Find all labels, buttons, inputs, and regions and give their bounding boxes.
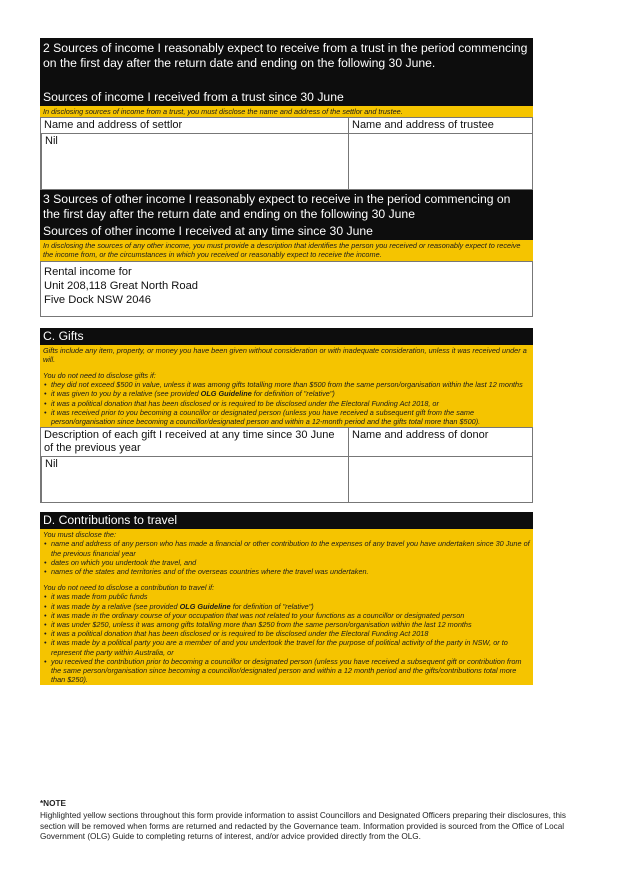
section2-heading: 2 Sources of income I reasonably expect to receive from a trust in the period commencing on the first day after the return date and ending on the following 30 June. xyxy=(40,38,533,75)
list-item: • it was a political donation that has been disclosed or is required to be disclosed under the Electoral Funding Act 2018, or xyxy=(43,399,530,408)
section2-guidance: In disclosing sources of income from a trust, you must disclose the name and address of the settlor and trustee. xyxy=(40,106,533,117)
settlor-field[interactable]: Nil xyxy=(41,134,348,190)
list-item: • it was a political donation that has been disclosed or is required to be disclosed under the Electoral Funding Act 2018 xyxy=(43,629,530,638)
gifts-heading: C. Gifts xyxy=(40,328,533,345)
donor-header: Name and address of donor xyxy=(348,427,532,457)
list-item: • it was made by a relative (see provided OLG Guideline for definition of "relative") xyxy=(43,602,530,611)
travel-guidance xyxy=(40,529,533,685)
form-page xyxy=(40,38,533,685)
section2-subheading: Sources of income I received from a trust since 30 June xyxy=(40,89,533,106)
gifts-not-needed-heading: You do not need to disclose gifts if: xyxy=(43,371,156,381)
travel-must-heading: You must disclose the: xyxy=(43,530,117,540)
note-title: *NOTE xyxy=(40,799,66,808)
trustee-header: Name and address of trustee xyxy=(348,117,532,134)
heading-spacer xyxy=(40,75,533,89)
settlor-header: Name and address of settlor xyxy=(41,117,348,134)
list-item: • you received the contribution prior to becoming a councillor or designated person (unless you have received a subsequent gift or contribution from the same person/organisation since becoming a councillor/designated person and within a 12 month period and the gifts/contributions total more than $250). xyxy=(43,657,530,685)
income-line: Unit 208,118 Great North Road xyxy=(44,279,199,292)
gifts-exemptions-list xyxy=(43,380,530,426)
income-line: Five Dock NSW 2046 xyxy=(44,293,151,306)
gift-description-field[interactable]: Nil xyxy=(41,457,348,503)
travel-must-list xyxy=(43,539,530,576)
list-item: • it was given to you by a relative (see provided OLG Guideline for definition of "relative") xyxy=(43,389,530,398)
trust-table xyxy=(40,117,533,190)
other-income-field[interactable] xyxy=(40,261,533,317)
list-item: • dates on which you undertook the travel, and xyxy=(43,558,530,567)
gift-description-header: Description of each gift I received at any time since 30 June of the previous year xyxy=(41,427,348,457)
gifts-table xyxy=(40,427,533,503)
list-item: • it was received prior to you becoming a councillor or designated person (unless you have received a subsequent gift from the same person/organisation since becoming a councillor/designated person and within a 12-month period and the gifts total more than $500). xyxy=(43,408,530,426)
travel-heading: D. Contributions to travel xyxy=(40,512,533,529)
travel-not-heading: You do not need to disclose a contribution to travel if: xyxy=(43,583,215,593)
list-item: • name and address of any person who has made a financial or other contribution to the expenses of any travel you have undertaken since 30 June of the previous financial year xyxy=(43,539,530,557)
section3-subheading: Sources of other income I received at any time since 30 June xyxy=(40,224,533,240)
footer-note xyxy=(40,799,580,843)
list-item: • it was made in the ordinary course of your occupation that was not related to your functions as a councillor or designated person xyxy=(43,611,530,620)
section3-heading: 3 Sources of other income I reasonably expect to receive in the period commencing on the first day after the return date and ending on the following 30 June xyxy=(40,190,533,224)
trustee-field[interactable] xyxy=(348,134,532,190)
note-text: Highlighted yellow sections throughout this form provide information to assist Councillors and Designated Officers preparing their disclosures, this section will be removed when forms are returned and redacted by the Governance team. Information provided is sourced from the Office of Local Government (OLG) Guide to completing returns of interest, and/or advice provided directly from the OLG. xyxy=(40,811,566,842)
list-item: • it was made from public funds xyxy=(43,592,530,601)
income-line: Rental income for xyxy=(44,265,132,278)
gifts-guidance xyxy=(40,345,533,428)
donor-field[interactable] xyxy=(348,457,532,503)
list-item: • it was made by a political party you are a member of and you undertook the travel for the purpose of political activity of the party in NSW, or to represent the party within Australia, or xyxy=(43,638,530,656)
gifts-intro: Gifts include any item, property, or money you have been given without consideration or with inadequate consideration, unless it was received under a will. xyxy=(43,345,527,364)
travel-exemptions-list xyxy=(43,592,530,684)
list-item: • it was under $250, unless it was among gifts totalling more than $250 from the same person/organisation within the last 12 months xyxy=(43,620,530,629)
section3-guidance: In disclosing the sources of any other income, you must provide a description that identifies the person you received or reasonably expect to receive the income from, or the circumstances in which you received or reasonably expect to receive the income. xyxy=(40,240,533,260)
list-item: • names of the states and territories and of the overseas countries where the travel was undertaken. xyxy=(43,567,530,576)
list-item: • they did not exceed $500 in value, unless it was among gifts totalling more than $500 from the same person/organisation within the last 12 months xyxy=(43,380,530,389)
